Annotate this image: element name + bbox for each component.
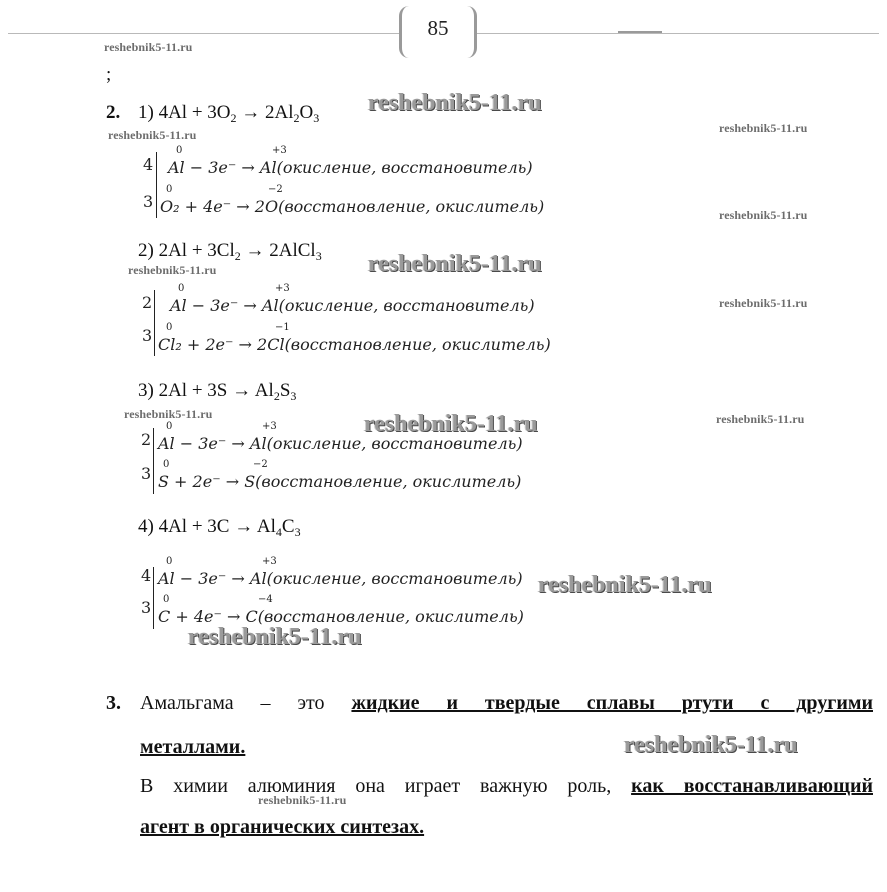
half-reaction-oxidation: Al − 3e⁻ → Al(окисление, восстановитель) bbox=[158, 434, 523, 453]
half-reaction-reduction: S + 2e⁻ → S(восстановление, окислитель) bbox=[158, 472, 522, 491]
header-rule-left bbox=[8, 33, 399, 34]
watermark-small: reshebnik5-11.ru bbox=[104, 40, 193, 54]
electron-coefficient: 4 bbox=[143, 155, 154, 174]
page-number-box bbox=[399, 6, 477, 58]
electron-coefficient: 3 bbox=[143, 192, 154, 211]
watermark-small: reshebnik5-11.ru bbox=[716, 412, 805, 426]
oxidation-state: −4 bbox=[258, 594, 273, 605]
oxidation-state: 0 bbox=[166, 322, 173, 333]
watermark-large: reshebnik5-11.ru bbox=[624, 732, 798, 758]
oxidation-state: 0 bbox=[166, 421, 173, 432]
watermark-small: reshebnik5-11.ru bbox=[719, 296, 808, 310]
half-reaction-reduction: C + 4e⁻ → C(восстановление, окислитель) bbox=[158, 607, 524, 626]
balance-bar bbox=[156, 152, 157, 218]
oxidation-state: 0 bbox=[166, 184, 173, 195]
watermark-small: reshebnik5-11.ru bbox=[108, 128, 197, 142]
task-3-definition-line-1: Амальгама – это жидкие и твердые сплавы ртути с другими bbox=[140, 692, 873, 714]
oxidation-state: 0 bbox=[176, 145, 183, 156]
oxidation-state: +3 bbox=[272, 145, 287, 156]
electron-coefficient: 3 bbox=[142, 326, 153, 345]
oxidation-state: +3 bbox=[262, 556, 277, 567]
oxidation-state: 0 bbox=[178, 283, 185, 294]
task-3-definition-line-2: металлами. bbox=[140, 736, 246, 758]
half-reaction-reduction: Cl₂ + 2e⁻ → 2Cl(восстановление, окислитель) bbox=[158, 335, 551, 354]
watermark-large: reshebnik5-11.ru bbox=[368, 251, 542, 277]
watermark-small: reshebnik5-11.ru bbox=[719, 208, 808, 222]
oxidation-state: −2 bbox=[268, 184, 283, 195]
task-3-role-line-2: агент в органических синтезах. bbox=[140, 816, 425, 838]
reaction-1-equation: 1) $4Al + 3O_2 \to 2Al_2O_3$ bbox=[138, 102, 320, 125]
oxidation-state: +3 bbox=[275, 283, 290, 294]
watermark-small: reshebnik5-11.ru bbox=[128, 263, 217, 277]
watermark-large: reshebnik5-11.ru bbox=[364, 411, 538, 437]
reaction-3-equation: 3) $2Al + 3S \to Al_2S_3$ bbox=[138, 380, 297, 403]
watermark-large: reshebnik5-11.ru bbox=[538, 572, 712, 598]
stray-mark: ; bbox=[106, 64, 112, 85]
task-3-role-line-1: В химии алюминия она играет важную роль, как восстанавливающий bbox=[140, 775, 873, 797]
half-reaction-oxidation: Al − 3e⁻ → Al(окисление, восстановитель) bbox=[170, 296, 535, 315]
watermark-large: reshebnik5-11.ru bbox=[188, 624, 362, 650]
watermark-small: reshebnik5-11.ru bbox=[124, 407, 213, 421]
electron-coefficient: 2 bbox=[142, 293, 153, 312]
balance-bar bbox=[154, 290, 155, 356]
half-reaction-oxidation: Al − 3e⁻ → Al(окисление, восстановитель) bbox=[168, 158, 533, 177]
balance-bar bbox=[153, 428, 154, 494]
oxidation-state: −2 bbox=[253, 459, 268, 470]
oxidation-state: 0 bbox=[163, 459, 170, 470]
electron-coefficient: 2 bbox=[141, 430, 152, 449]
oxidation-state: +3 bbox=[262, 421, 277, 432]
task-3-number: 3. bbox=[106, 692, 121, 714]
watermark-large: reshebnik5-11.ru bbox=[368, 90, 542, 116]
oxidation-state: 0 bbox=[166, 556, 173, 567]
watermark-small: reshebnik5-11.ru bbox=[719, 121, 808, 135]
header-rule-accent bbox=[618, 31, 662, 33]
reaction-4-equation: 4) $4Al + 3C \to Al_4C_3$ bbox=[138, 516, 301, 539]
page-number: 85 bbox=[427, 16, 449, 40]
reaction-2-equation: 2) $2Al + 3Cl_2$ → 2AlCl$_3$ bbox=[138, 240, 322, 263]
watermark-small: reshebnik5-11.ru bbox=[258, 793, 347, 807]
electron-coefficient: 3 bbox=[141, 464, 152, 483]
half-reaction-oxidation: Al − 3e⁻ → Al(окисление, восстановитель) bbox=[158, 569, 523, 588]
electron-coefficient: 3 bbox=[141, 598, 152, 617]
balance-bar bbox=[153, 567, 154, 629]
task-2-number: 2. bbox=[106, 102, 121, 123]
oxidation-state: −1 bbox=[275, 322, 290, 333]
header-rule-right bbox=[477, 33, 879, 34]
electron-coefficient: 4 bbox=[141, 566, 152, 585]
oxidation-state: 0 bbox=[163, 594, 170, 605]
half-reaction-reduction: O₂ + 4e⁻ → 2O(восстановление, окислитель) bbox=[160, 197, 545, 216]
